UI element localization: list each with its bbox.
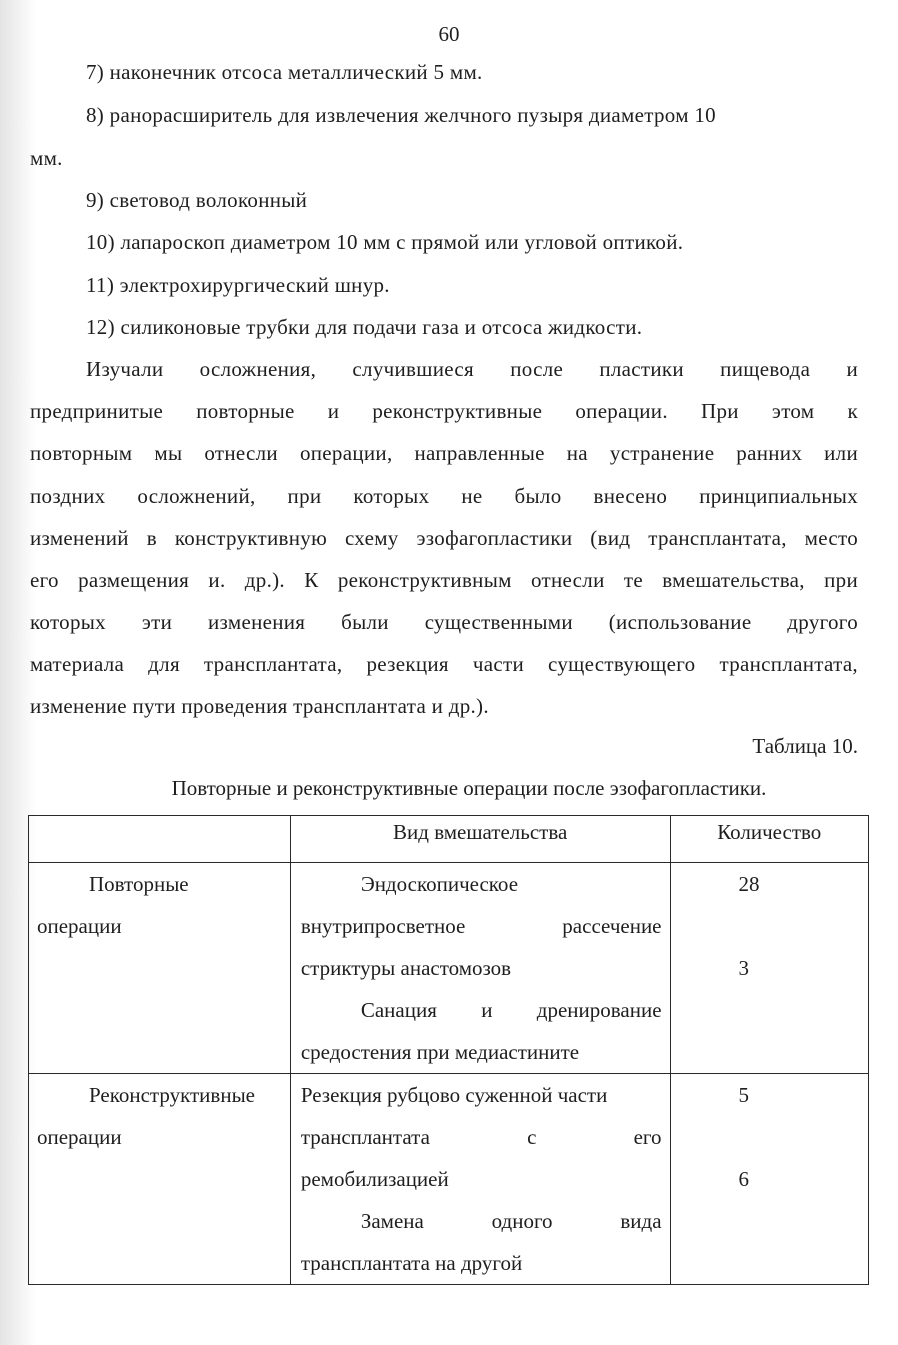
row-category (29, 1074, 291, 1285)
paragraph-line: материала для трансплантата, резекция части существующего трансплантата, (30, 652, 858, 676)
description-line: внутрипросветное рассечение (300, 914, 662, 938)
count-value (739, 1242, 868, 1284)
description-line: Замена одного вида (360, 1209, 662, 1233)
paragraph-line: изменений в конструктивную схему эзофагопластики (вид трансплантата, место (30, 526, 858, 550)
list-item: 12) силиконовые трубки для подачи газа и отсоса жидкости. (86, 315, 643, 339)
count-value: 5 (738, 1083, 750, 1107)
category-line: операции (37, 1125, 122, 1149)
description-line: трансплантата с его (300, 1125, 662, 1149)
header-cell-empty (29, 816, 291, 863)
count-value: 3 (738, 956, 750, 980)
list-item: 11) электрохирургический шнур. (86, 273, 390, 297)
list-item: 8) ранорасширитель для извлечения желчного пузыря диаметром 10 (86, 103, 716, 127)
count-value (739, 1031, 868, 1073)
category-line: операции (37, 914, 122, 938)
paragraph-line: поздних осложнений, при которых не было внесено принципиальных (30, 484, 858, 508)
description-line: Эндоскопическое (360, 872, 519, 896)
row-description (290, 1074, 670, 1285)
count-value (739, 989, 868, 1031)
table-title: Повторные и реконструктивные операции после эзофагопластики. (171, 776, 767, 800)
description-line: Санация и дренирование (360, 998, 662, 1022)
category-line: Реконструктивные (89, 1083, 256, 1107)
description-line: трансплантата на другой (300, 1251, 523, 1275)
operations-table (28, 815, 869, 1285)
count-value: 28 (738, 872, 760, 896)
paragraph-line: Изучали осложнения, случившиеся после пластики пищевода и (86, 357, 858, 381)
table-row (29, 1074, 869, 1285)
count-value (739, 1200, 868, 1242)
row-description (290, 863, 670, 1074)
list-item: 7) наконечник отсоса металлический 5 мм. (86, 60, 483, 84)
description-line: Резекция рубцово суженной части (300, 1083, 608, 1107)
category-line: Повторные (89, 872, 189, 896)
paragraph-line: повторным мы отнесли операции, направленные на устранение ранних или (30, 441, 858, 465)
table-number: Таблица 10. (752, 734, 858, 758)
page-number: 60 (438, 22, 460, 46)
list-item: 9) световод волоконный (86, 188, 308, 212)
table-header-row (29, 816, 869, 863)
description-line: ремобилизацией (300, 1167, 449, 1191)
list-item-continuation: мм. (30, 146, 63, 170)
header-cell-count: Количество (670, 816, 868, 863)
list-item: 10) лапароскоп диаметром 10 мм с прямой или угловой оптикой. (86, 230, 684, 254)
count-value: 6 (738, 1167, 750, 1191)
paragraph-line: его размещения и. др.). К реконструктивным отнесли те вмешательства, при (30, 568, 858, 592)
table-row (29, 863, 869, 1074)
count-value (739, 905, 868, 947)
row-category (29, 863, 291, 1074)
description-line: стриктуры анастомозов (300, 956, 512, 980)
paragraph-line: которых эти изменения были существенными (использование другого (30, 610, 858, 634)
row-counts (670, 1074, 868, 1285)
paragraph-line: изменение пути проведения трансплантата и др.). (30, 694, 489, 718)
description-line: средостения при медиастините (300, 1040, 580, 1064)
paragraph-line: предпринитые повторные и реконструктивные операции. При этом к (30, 399, 858, 423)
count-value (739, 1116, 868, 1158)
header-cell-intervention-type: Вид вмешательства (290, 816, 670, 863)
row-counts (670, 863, 868, 1074)
